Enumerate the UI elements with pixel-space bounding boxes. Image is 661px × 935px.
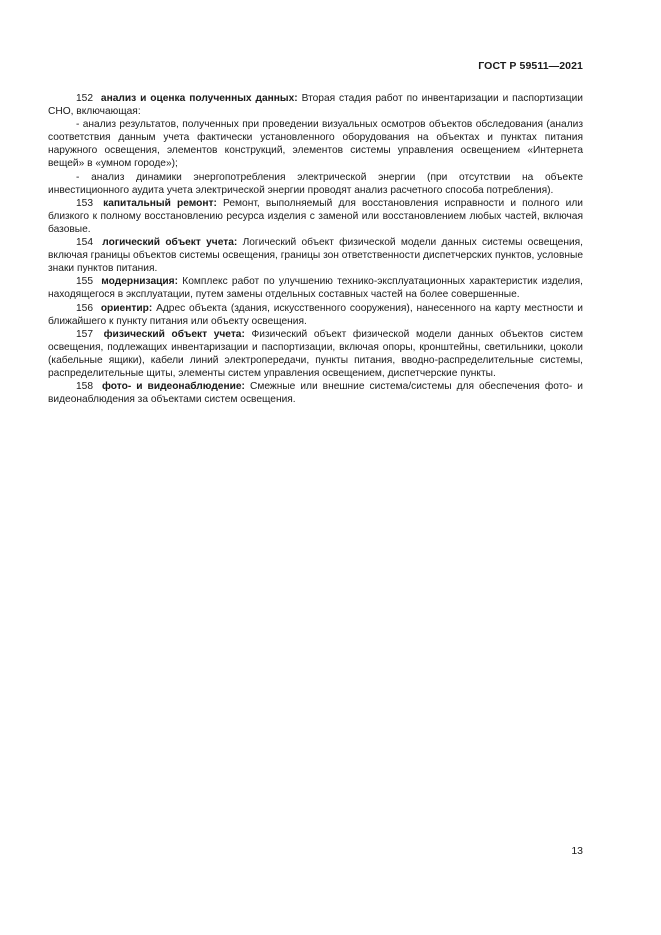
term-entry-153 — [48, 197, 583, 236]
term-entry-156 — [48, 302, 583, 328]
term-definition: Ремонт, выполняемый для восстановления исправности и полного или близкого к полному восстановлению ресурса изделия с заменой или восстановлением любых частей, включая базовые. — [48, 197, 583, 235]
term-number: 152 — [76, 93, 93, 104]
term-entry-157 — [48, 328, 583, 380]
term-number: 153 — [76, 197, 93, 209]
list-item-consumption-analysis: - анализ динамики энергопотребления электрической энергии (при отсутствии на объекте инвестиционного аудита учета электрической энергии проводят анализ расчетного способа потребления). — [48, 171, 583, 196]
term-title: капитальный ремонт: — [103, 197, 217, 209]
standard-designation: ГОСТ Р 59511—2021 — [478, 60, 583, 72]
term-entry-155 — [48, 275, 583, 301]
term-number: 157 — [76, 328, 93, 340]
term-definition: Комплекс работ по улучшению технико-эксплуатационных характеристик изделия, находящегося в эксплуатации, путем замены отдельных составных частей на более совершенные. — [48, 276, 583, 301]
term-definition: Смежные или внешние система/системы для обеспечения фото- и видеонаблюдения за объектами систем освещения. — [48, 381, 583, 406]
list-item-results-analysis: - анализ результатов, полученных при проведении визуальных осмотров объектов обследования (анализ соответствия данным учета фактически установленного оборудования на объектах и пунктах питания наружного освещения, элементов конструкций, элементов системы управления освещением «Интернета вещей» в «умном городе»); — [48, 119, 583, 170]
terms-section — [48, 92, 583, 406]
term-definition: Адрес объекта (здания, искусственного сооружения), нанесенного на карту местности и ближайшего к пункту питания или объекту освещения. — [48, 302, 583, 327]
term-entry-154 — [48, 236, 583, 275]
term-title: логический объект учета: — [102, 237, 238, 249]
term-title: анализ и оценка полученных данных: — [100, 93, 298, 104]
term-entry-152 — [48, 92, 583, 118]
term-number: 158 — [76, 381, 93, 393]
term-definition: Логический объект физической модели данных системы освещения, включая границы объектов системы освещения, границы зон ответственности диспетчерских пунктов, условные знаки пунктов питания. — [48, 237, 583, 275]
term-entry-158 — [48, 380, 583, 406]
term-number: 156 — [76, 302, 93, 314]
term-title: физический объект учета: — [103, 328, 245, 340]
term-number: 154 — [76, 237, 93, 249]
term-title: модернизация: — [101, 276, 178, 288]
page-number: 13 — [571, 845, 583, 857]
term-number: 155 — [76, 276, 93, 288]
term-definition: Физический объект физической модели данных объектов систем освещения, подлежащих инвентаризации и паспортизации, включая опоры, кронштейны, светильники, цоколи (кабельные ящики), кабели линий электропередачи, пункты питания, вводно-распределительные системы, распределительные щиты, элементы систем управления освещением, диспетчерские пункты. — [48, 328, 583, 379]
term-definition: Вторая стадия работ по инвентаризации и паспортизации СНО, включающая: — [48, 93, 583, 118]
term-title: ориентир: — [100, 302, 153, 314]
term-title: фото- и видеонаблюдение: — [102, 381, 245, 393]
